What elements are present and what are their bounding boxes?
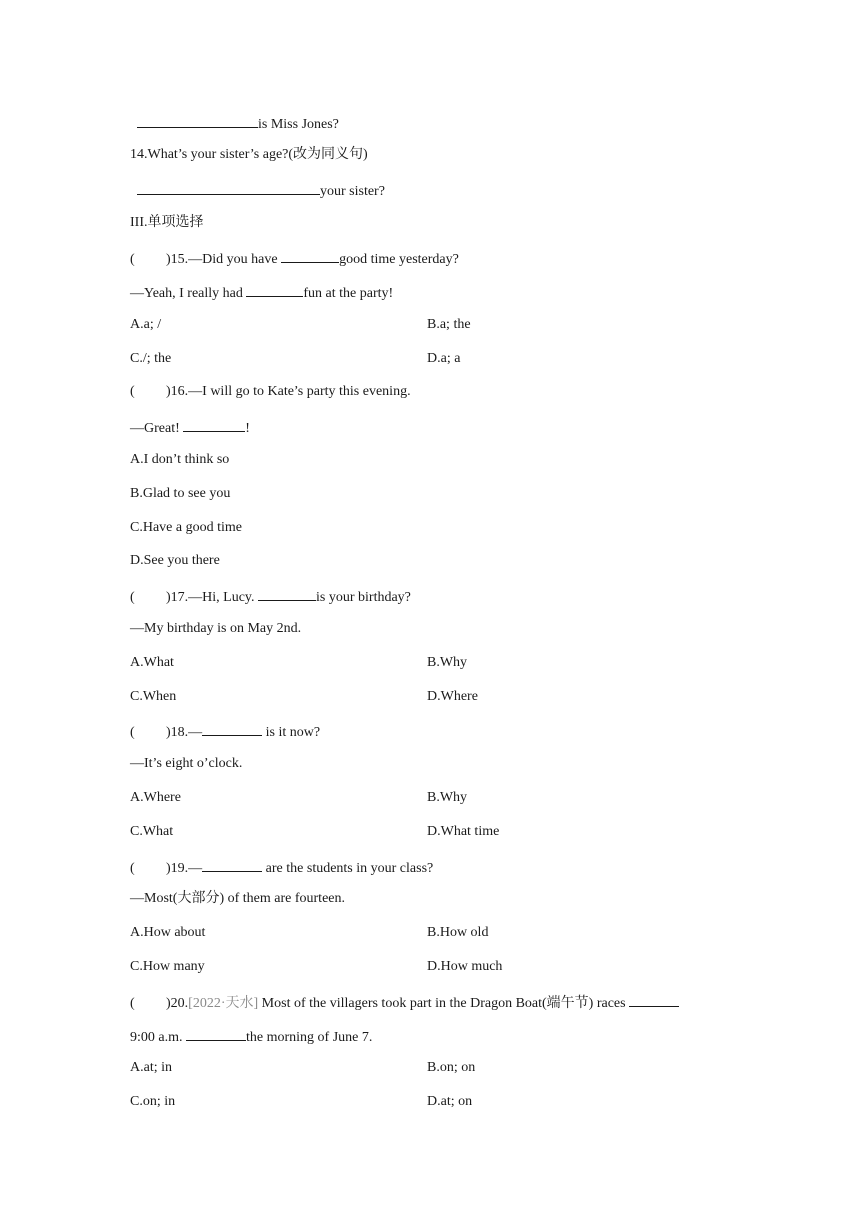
q16-stem (130, 383, 411, 401)
q20-source: [2022·天水] (188, 996, 259, 1011)
q19-line2 (130, 890, 345, 908)
q16-text: )16.—I will go to Kate’s party this evening. (166, 384, 411, 399)
q17-line2-text: —My birthday is on May 2nd. (130, 621, 302, 636)
q20-text: Most of the villagers took part in the Dragon Boat(端午节) races (258, 996, 630, 1011)
q19-line2-text: —Most(大部分) of them are fourteen. (130, 891, 345, 906)
q16-line2 (130, 417, 250, 438)
option-d[interactable]: D.Where (427, 689, 478, 704)
option-a[interactable]: A.Where (130, 790, 181, 805)
option-b[interactable]: B.a; the (427, 317, 471, 332)
option-a[interactable]: A.at; in (130, 1060, 172, 1075)
q17-text-b: is your birthday? (316, 590, 411, 605)
q14-answer-text: your sister? (320, 184, 385, 199)
answer-blank[interactable] (137, 180, 320, 195)
section-title-text: III.单项选择 (130, 215, 204, 230)
option-b[interactable]: B.on; on (427, 1060, 476, 1075)
answer-blank (183, 417, 245, 432)
answer-blank (186, 1026, 246, 1041)
option-c[interactable]: C.Have a good time (130, 520, 242, 535)
answer-blank (629, 992, 679, 1007)
option-d[interactable]: D.a; a (427, 351, 461, 366)
option-a[interactable]: A.What (130, 655, 174, 670)
option-c[interactable]: C.on; in (130, 1094, 176, 1109)
q13-answer-line (137, 113, 339, 134)
section-title (130, 214, 204, 232)
option-d[interactable]: D.What time (427, 824, 500, 839)
q19-text-b: are the students in your class? (262, 861, 434, 876)
q17-text-a: )17.—Hi, Lucy. (166, 590, 259, 605)
answer-blank (246, 282, 303, 297)
q14-answer-line (137, 180, 385, 201)
q19-text-a: )19.— (166, 861, 203, 876)
q18-text-a: )18.— (166, 725, 203, 740)
q18-stem (130, 721, 320, 742)
option-c[interactable]: C.What (130, 824, 174, 839)
option-d[interactable]: D.See you there (130, 553, 220, 568)
q15-stem (130, 248, 459, 269)
option-b[interactable]: B.How old (427, 925, 489, 940)
option-a[interactable]: A.How about (130, 925, 206, 940)
option-d[interactable]: D.at; on (427, 1094, 473, 1109)
answer-blank (202, 721, 262, 736)
q18-text-b: is it now? (262, 725, 321, 740)
option-c[interactable]: C.When (130, 689, 177, 704)
q20-line2-a: 9:00 a.m. (130, 1030, 186, 1045)
answer-paren[interactable]: ( (130, 861, 135, 876)
q20-line2 (130, 1026, 372, 1047)
q20-number: )20. (166, 996, 189, 1011)
q15-line2-b: fun at the party! (303, 286, 394, 301)
q16-line2-b: ! (245, 421, 250, 436)
answer-blank[interactable] (137, 113, 258, 128)
q17-stem (130, 586, 411, 607)
q20-stem (130, 992, 679, 1013)
q15-line2 (130, 282, 393, 303)
answer-paren[interactable]: ( (130, 252, 135, 267)
q14-prompt-text: 14.What’s your sister’s age?(改为同义句) (130, 147, 368, 162)
option-b[interactable]: B.Why (427, 790, 468, 805)
option-c[interactable]: C.How many (130, 959, 205, 974)
q17-line2 (130, 620, 301, 638)
q18-line2 (130, 755, 242, 773)
option-c[interactable]: C./; the (130, 351, 172, 366)
q18-line2-text: —It’s eight o’clock. (130, 756, 243, 771)
answer-paren[interactable]: ( (130, 384, 135, 399)
answer-paren[interactable]: ( (130, 996, 135, 1011)
answer-paren[interactable]: ( (130, 725, 135, 740)
option-a[interactable]: A.I don’t think so (130, 452, 230, 467)
option-a[interactable]: A.a; / (130, 317, 162, 332)
q19-stem (130, 857, 433, 878)
q14-prompt (130, 146, 368, 164)
q15-text-b: good time yesterday? (339, 252, 459, 267)
q15-text-a: )15.—Did you have (166, 252, 282, 267)
q15-line2-a: —Yeah, I really had (130, 286, 247, 301)
answer-blank (281, 248, 339, 263)
option-d[interactable]: D.How much (427, 959, 503, 974)
answer-blank (202, 857, 262, 872)
q13-answer-text: is Miss Jones? (258, 117, 339, 132)
option-b[interactable]: B.Glad to see you (130, 486, 231, 501)
q20-line2-b: the morning of June 7. (246, 1030, 373, 1045)
answer-paren[interactable]: ( (130, 590, 135, 605)
option-b[interactable]: B.Why (427, 655, 468, 670)
q16-line2-a: —Great! (130, 421, 184, 436)
answer-blank (258, 586, 316, 601)
